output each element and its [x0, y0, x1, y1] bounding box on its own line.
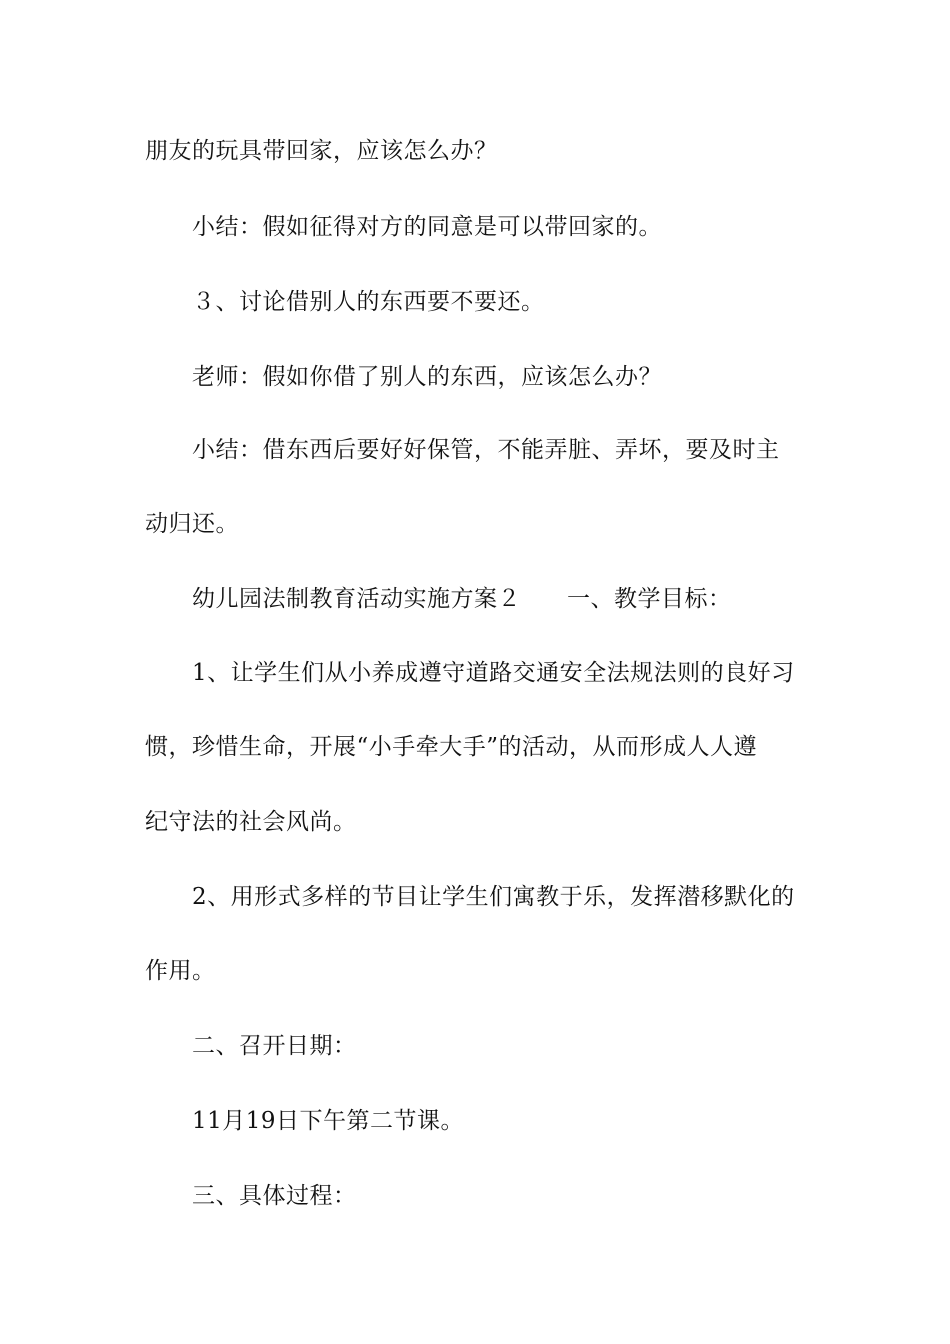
paragraph-line: 纪守法的社会风尚。 — [145, 809, 357, 835]
section-heading: 二、召开日期： — [192, 1033, 357, 1059]
paragraph-line: 2、用形式多样的节目让学生们寓教于乐，发挥潜移默化的 — [192, 884, 795, 910]
paragraph-line: 小结：借东西后要好好保管，不能弄脏、弄坏，要及时主 — [192, 437, 780, 463]
paragraph-line: 作用。 — [145, 958, 216, 984]
paragraph-line: 小结：假如征得对方的同意是可以带回家的。 — [192, 214, 662, 240]
paragraph-line: ３、讨论借别人的东西要不要还。 — [192, 289, 545, 315]
section-heading: 一、教学目标： — [567, 586, 732, 612]
heading-line — [192, 584, 732, 614]
paragraph-line: 动归还。 — [145, 511, 239, 537]
section-title: 幼儿园法制教育活动实施方案２ — [192, 586, 521, 612]
paragraph-line: 朋友的玩具带回家，应该怎么办？ — [145, 138, 498, 164]
paragraph-line: 1、让学生们从小养成遵守道路交通安全法规法则的良好习 — [192, 660, 795, 686]
paragraph-line: 11月19日下午第二节课。 — [192, 1108, 465, 1134]
paragraph-line: 惯，珍惜生命，开展“小手牵大手”的活动，从而形成人人遵 — [145, 734, 758, 760]
paragraph-line: 老师：假如你借了别人的东西，应该怎么办？ — [192, 364, 662, 390]
section-heading: 三、具体过程： — [192, 1183, 357, 1209]
